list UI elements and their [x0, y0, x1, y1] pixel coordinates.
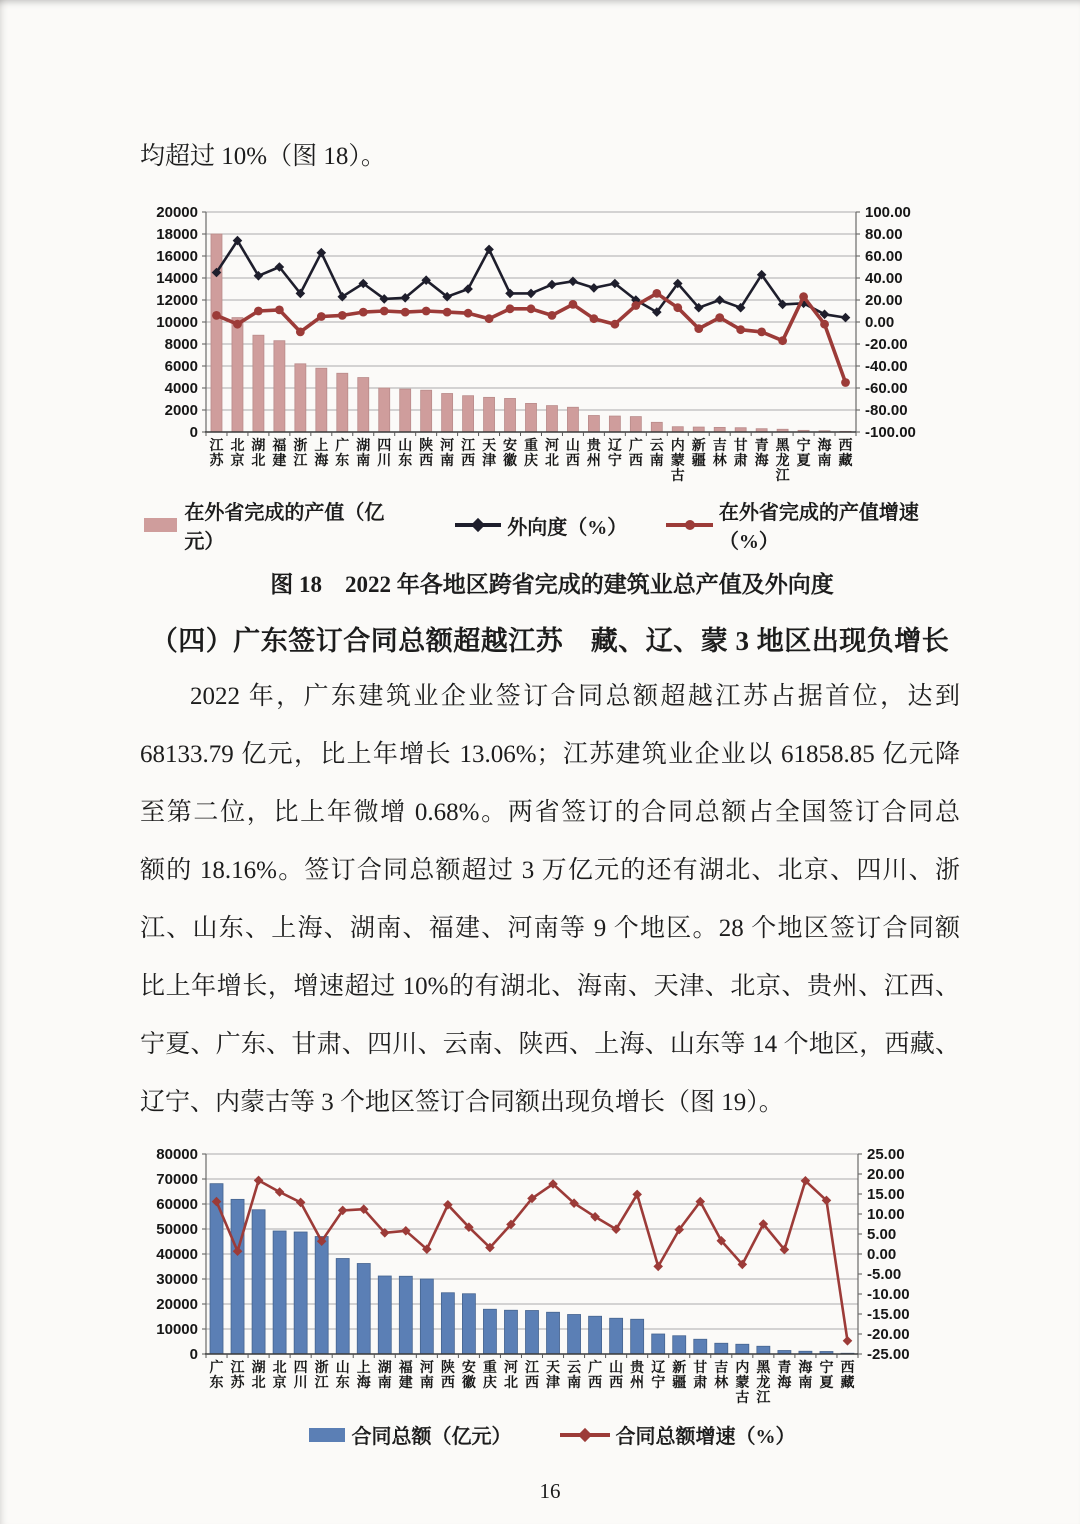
circle-marker-icon: [527, 304, 536, 313]
x-axis-category-label: 湖北: [251, 437, 266, 468]
right-axis-tick-label: -80.00: [865, 402, 908, 419]
legend-label: 合同总额（亿元）: [351, 1426, 512, 1448]
right-axis-tick-label: -100.00: [865, 424, 916, 441]
circle-marker-icon: [485, 314, 494, 323]
paragraph-line: 额的 18.16%。签订合同总额超过 3 万亿元的还有湖北、北京、四川、浙: [140, 857, 960, 884]
x-axis-category-label: 江苏: [209, 437, 224, 468]
diamond-marker-icon: [843, 1336, 853, 1346]
body-paragraph: [140, 668, 960, 1132]
circle-marker-icon: [799, 292, 808, 301]
bar: [232, 318, 243, 432]
x-axis-category-label: 贵州: [630, 1359, 645, 1390]
bar: [231, 1199, 244, 1354]
figure19: [144, 1142, 960, 1449]
bar: [273, 1231, 286, 1354]
paragraph-line: 比上年增长，增速超过 10%的有湖北、海南、天津、北京、贵州、江西、: [140, 973, 960, 1000]
circle-marker-icon: [380, 307, 389, 316]
legend-item-contract-total: [309, 1420, 512, 1449]
bar: [421, 390, 432, 432]
x-axis-category-label: 浙江: [293, 437, 308, 468]
x-axis-category-label: 北京: [230, 437, 245, 468]
x-axis-category-label: 山西: [609, 1359, 624, 1390]
circle-marker-icon: [338, 311, 347, 320]
x-axis-category-label: 云南: [567, 1359, 582, 1390]
left-axis-tick-label: 20000: [156, 1296, 198, 1313]
right-axis-tick-label: 60.00: [865, 248, 903, 265]
left-axis-tick-label: 6000: [164, 358, 198, 375]
diamond-marker-icon: [715, 295, 725, 305]
bar: [736, 1344, 749, 1354]
diamond-marker-icon: [589, 283, 599, 293]
x-axis-category-label: 新疆: [672, 1359, 687, 1390]
circle-marker-icon: [778, 336, 787, 345]
x-axis-category-label: 福建: [272, 437, 287, 468]
bar: [567, 407, 578, 432]
circle-marker-icon: [610, 320, 619, 329]
x-axis-category-label: 北京: [272, 1359, 287, 1390]
legend-item-output-value: [144, 496, 407, 554]
section-heading: （四）广东签订合同总额超越江苏 藏、辽、蒙 3 地区出现负增长: [150, 626, 950, 656]
line-diamond-swatch-icon: [560, 1433, 610, 1437]
x-axis-category-label: 甘肃: [693, 1359, 708, 1390]
bar: [484, 397, 495, 432]
x-axis-labels: [210, 1359, 855, 1405]
bar: [252, 1210, 265, 1354]
left-axis-tick-label: 2000: [164, 402, 198, 419]
diamond-marker-icon: [577, 1427, 591, 1441]
x-axis-category-label: 海南: [798, 1359, 813, 1390]
bar-series: [211, 234, 851, 432]
x-axis-category-label: 江西: [525, 1359, 539, 1390]
x-axis-category-label: 山东: [335, 1359, 350, 1390]
bar: [757, 1346, 770, 1354]
bar: [673, 1336, 686, 1354]
left-axis-tick-label: 70000: [156, 1171, 198, 1188]
x-axis-category-label: 吉林: [714, 1359, 729, 1390]
left-axis-tick-label: 20000: [156, 204, 198, 221]
bar: [420, 1279, 433, 1354]
left-axis-tick-label: 0: [189, 424, 198, 441]
x-axis-category-label: 海南: [817, 437, 832, 468]
bar: [441, 1293, 454, 1354]
right-axis-tick-label: 20.00: [865, 292, 903, 309]
bar: [652, 1334, 665, 1354]
circle-marker-icon: [212, 311, 221, 320]
right-axis-tick-label: -20.00: [865, 336, 908, 353]
x-axis-category-label: 安徽: [503, 437, 518, 468]
x-axis-category-label: 湖南: [356, 437, 371, 468]
legend-label: 合同总额增速（%）: [615, 1426, 796, 1448]
bar: [526, 403, 537, 432]
x-axis-category-label: 福建: [398, 1359, 413, 1390]
figure18-chart-svg: [144, 198, 956, 494]
right-axis-tick-label: -20.00: [867, 1326, 910, 1343]
x-axis-category-label: 宁夏: [796, 437, 811, 468]
left-axis-tick-label: 50000: [156, 1221, 198, 1238]
x-axis-category-label: 河北: [503, 1359, 518, 1390]
right-axis-tick-label: 100.00: [865, 204, 911, 221]
left-axis-tick-label: 80000: [156, 1146, 198, 1163]
figure19-legend: [144, 1420, 960, 1449]
x-axis-category-label: 广东: [209, 1359, 224, 1390]
x-axis-category-label: 上海: [314, 437, 329, 468]
x-axis-category-label: 广东: [335, 437, 350, 468]
x-axis-category-label: 西藏: [840, 1359, 855, 1390]
bar: [588, 416, 599, 433]
legend-item-growth-rate: [666, 496, 960, 554]
x-axis-category-label: 安徽: [461, 1359, 476, 1390]
left-axis-tick-label: 10000: [156, 1321, 198, 1338]
right-axis-tick-label: -15.00: [867, 1306, 910, 1323]
bar: [253, 335, 264, 432]
bar: [483, 1309, 496, 1354]
bar-series: [210, 1184, 854, 1354]
left-axis-tick-label: 16000: [156, 248, 198, 265]
circle-marker-icon: [841, 378, 850, 387]
bar: [610, 1318, 623, 1354]
left-axis-tick-label: 40000: [156, 1246, 198, 1263]
bar: [505, 398, 516, 432]
circle-marker-icon: [715, 313, 724, 322]
x-axis-category-label: 辽宁: [651, 1359, 666, 1390]
bar: [378, 1276, 391, 1354]
x-axis-category-label: 山东: [398, 437, 413, 468]
x-axis-category-label: 内蒙古: [735, 1359, 750, 1405]
x-axis-labels: [208, 437, 852, 483]
legend-item-outward-degree: [455, 511, 628, 540]
bar: [609, 416, 620, 432]
legend-item-contract-growth: [560, 1420, 796, 1449]
x-axis-category-label: 陕西: [419, 437, 434, 468]
diamond-marker-icon: [463, 284, 473, 294]
bar: [568, 1315, 581, 1355]
circle-marker-icon: [422, 307, 431, 316]
bar: [274, 341, 285, 432]
circle-marker-icon: [590, 314, 599, 323]
bar: [316, 368, 327, 432]
bar: [589, 1316, 602, 1354]
x-axis-category-label: 广西: [628, 437, 643, 468]
circle-marker-icon: [254, 307, 263, 316]
circle-marker-icon: [443, 308, 452, 317]
bar-swatch-icon: [144, 518, 177, 532]
x-axis-category-label: 上海: [356, 1359, 371, 1390]
figure18-legend: [144, 496, 960, 554]
bar: [504, 1310, 517, 1354]
paragraph-line: 2022 年，广东建筑业企业签订合同总额超越江苏占据首位，达到: [190, 683, 960, 710]
bar: [315, 1237, 328, 1355]
x-axis-category-label: 天津: [546, 1359, 561, 1390]
x-axis-category-label: 天津: [482, 437, 497, 468]
right-axis-tick-label: -5.00: [867, 1266, 902, 1283]
figure19-chart-svg: [144, 1142, 956, 1418]
circle-marker-icon: [548, 311, 557, 320]
bar: [358, 378, 369, 432]
figure18-caption: 图 18 2022 年各地区跨省完成的建筑业总产值及外向度: [270, 572, 834, 597]
x-axis-category-label: 新疆: [691, 437, 706, 468]
x-axis-category-label: 重庆: [482, 1359, 497, 1390]
bar: [379, 388, 390, 432]
right-axis-tick-label: -25.00: [867, 1346, 910, 1363]
x-axis-category-label: 山西: [565, 437, 580, 468]
line-diamond-swatch-icon: [455, 523, 501, 527]
diamond-marker-icon: [505, 289, 515, 299]
diamond-marker-icon: [275, 1187, 285, 1197]
bar: [357, 1264, 370, 1355]
x-axis-category-label: 江西: [461, 437, 476, 468]
left-axis-tick-label: 8000: [164, 336, 198, 353]
x-axis-category-label: 宁夏: [819, 1359, 834, 1390]
circle-marker-icon: [569, 300, 578, 309]
x-axis-category-label: 内蒙古: [670, 437, 685, 483]
x-axis-category-label: 浙江: [314, 1359, 329, 1390]
intro-paragraph: 均超过 10%（图 18）。: [140, 143, 386, 170]
x-axis-category-label: 重庆: [524, 437, 538, 468]
bar: [547, 1312, 560, 1354]
line-series-1: [212, 289, 850, 387]
right-axis-tick-label: 15.00: [867, 1186, 905, 1203]
x-axis-category-label: 湖北: [251, 1359, 266, 1390]
left-axis-tick-label: 60000: [156, 1196, 198, 1213]
circle-marker-icon: [631, 301, 640, 310]
diamond-marker-icon: [471, 518, 485, 532]
x-axis-category-label: 陕西: [440, 1359, 455, 1390]
x-axis-category-label: 广西: [588, 1359, 603, 1390]
left-axis-tick-label: 0: [189, 1346, 198, 1363]
right-axis-tick-label: -10.00: [867, 1286, 910, 1303]
bar: [399, 1276, 412, 1354]
diamond-marker-icon: [484, 245, 494, 255]
x-axis-category-label: 辽宁: [607, 437, 622, 468]
paragraph-line: 宁夏、广东、甘肃、四川、云南、陕西、上海、山东等 14 个地区，西藏、: [140, 1031, 960, 1058]
page-number: 16: [539, 1479, 561, 1503]
x-axis-category-label: 四川: [377, 437, 392, 468]
circle-marker-icon: [233, 320, 242, 329]
x-axis-category-label: 湖南: [377, 1359, 392, 1390]
paragraph-line: 辽宁、内蒙古等 3 个地区签订合同额出现负增长（图 19）。: [140, 1089, 784, 1116]
diamond-marker-icon: [254, 1176, 264, 1186]
left-axis-tick-label: 14000: [156, 270, 198, 287]
bar: [211, 234, 222, 432]
x-axis-category-label: 江苏: [230, 1359, 245, 1390]
bar: [526, 1311, 539, 1355]
bar: [651, 422, 662, 432]
bar: [463, 396, 474, 432]
x-axis-category-label: 黑龙江: [775, 437, 790, 483]
right-axis-tick-label: 20.00: [867, 1166, 905, 1183]
legend-label: 在外省完成的产值增速（%）: [718, 502, 919, 553]
circle-marker-icon: [275, 306, 284, 315]
circle-marker-icon: [652, 289, 661, 298]
x-axis-category-label: 云南: [649, 437, 664, 468]
bar: [546, 406, 557, 432]
diamond-marker-icon: [296, 1198, 306, 1208]
legend-label: 在外省完成的产值（亿元）: [184, 502, 385, 553]
right-axis-tick-label: 0.00: [867, 1246, 897, 1263]
x-axis-category-label: 青海: [777, 1359, 792, 1390]
bar: [336, 1259, 349, 1355]
diamond-marker-icon: [526, 289, 536, 299]
x-axis-category-label: 四川: [293, 1359, 308, 1390]
left-axis-tick-label: 10000: [156, 314, 198, 331]
right-axis-tick-label: 0.00: [865, 314, 895, 331]
diamond-marker-icon: [547, 280, 557, 290]
circle-marker-icon: [685, 520, 695, 530]
x-axis-category-label: 河南: [419, 1359, 434, 1390]
bar: [715, 1343, 728, 1354]
bar: [294, 1232, 307, 1354]
paragraph-line: 至第二位，比上年微增 0.68%。两省签订的合同总额占全国签订合同总: [140, 799, 960, 826]
left-axis-tick-label: 30000: [156, 1271, 198, 1288]
bar: [462, 1294, 475, 1354]
x-axis-category-label: 青海: [754, 437, 769, 468]
bar: [442, 394, 453, 433]
x-axis-category-label: 河北: [544, 437, 559, 468]
bar: [337, 373, 348, 432]
figure18: [144, 198, 960, 599]
paragraph-line: 68133.79 亿元，比上年增长 13.06%；江苏建筑业企业以 61858.85 亿元降: [140, 741, 960, 768]
right-axis-tick-label: 80.00: [865, 226, 903, 243]
bar: [694, 1339, 707, 1354]
x-axis-category-label: 黑龙江: [756, 1359, 771, 1405]
x-axis-category-label: 吉林: [712, 437, 727, 468]
right-axis-tick-label: 5.00: [867, 1226, 897, 1243]
x-axis-category-label: 甘肃: [733, 437, 748, 468]
circle-marker-icon: [317, 312, 326, 321]
bar: [400, 389, 411, 432]
figure19-chart: [144, 1142, 960, 1418]
right-axis-tick-label: 25.00: [867, 1146, 905, 1163]
circle-marker-icon: [757, 328, 766, 337]
bar: [630, 417, 641, 432]
legend-label: 外向度（%）: [507, 516, 628, 539]
circle-marker-icon: [820, 320, 829, 329]
left-axis-tick-label: 12000: [156, 292, 198, 309]
circle-marker-icon: [296, 328, 305, 337]
circle-marker-icon: [464, 309, 473, 318]
left-axis-tick-label: 4000: [164, 380, 198, 397]
right-axis-tick-label: -60.00: [865, 380, 908, 397]
circle-marker-icon: [694, 324, 703, 333]
x-axis-category-label: 贵州: [586, 437, 601, 468]
bar: [631, 1319, 644, 1354]
x-axis-category-label: 西藏: [838, 437, 853, 468]
paragraph-line: 江、山东、上海、湖南、福建、河南等 9 个地区。28 个地区签订合同额: [140, 915, 960, 942]
figure18-chart: [144, 198, 960, 494]
circle-marker-icon: [673, 303, 682, 312]
circle-marker-icon: [506, 304, 515, 313]
diamond-marker-icon: [841, 313, 851, 323]
circle-marker-icon: [359, 308, 368, 317]
circle-marker-icon: [736, 325, 745, 334]
bar: [295, 364, 306, 432]
right-axis-tick-label: -40.00: [865, 358, 908, 375]
x-axis-category-label: 河南: [440, 437, 455, 468]
left-axis-tick-label: 18000: [156, 226, 198, 243]
line-circle-swatch-icon: [666, 523, 712, 527]
right-axis-tick-label: 40.00: [865, 270, 903, 287]
circle-marker-icon: [401, 308, 410, 317]
right-axis-tick-label: 10.00: [867, 1206, 905, 1223]
bar-swatch-icon: [309, 1428, 345, 1442]
